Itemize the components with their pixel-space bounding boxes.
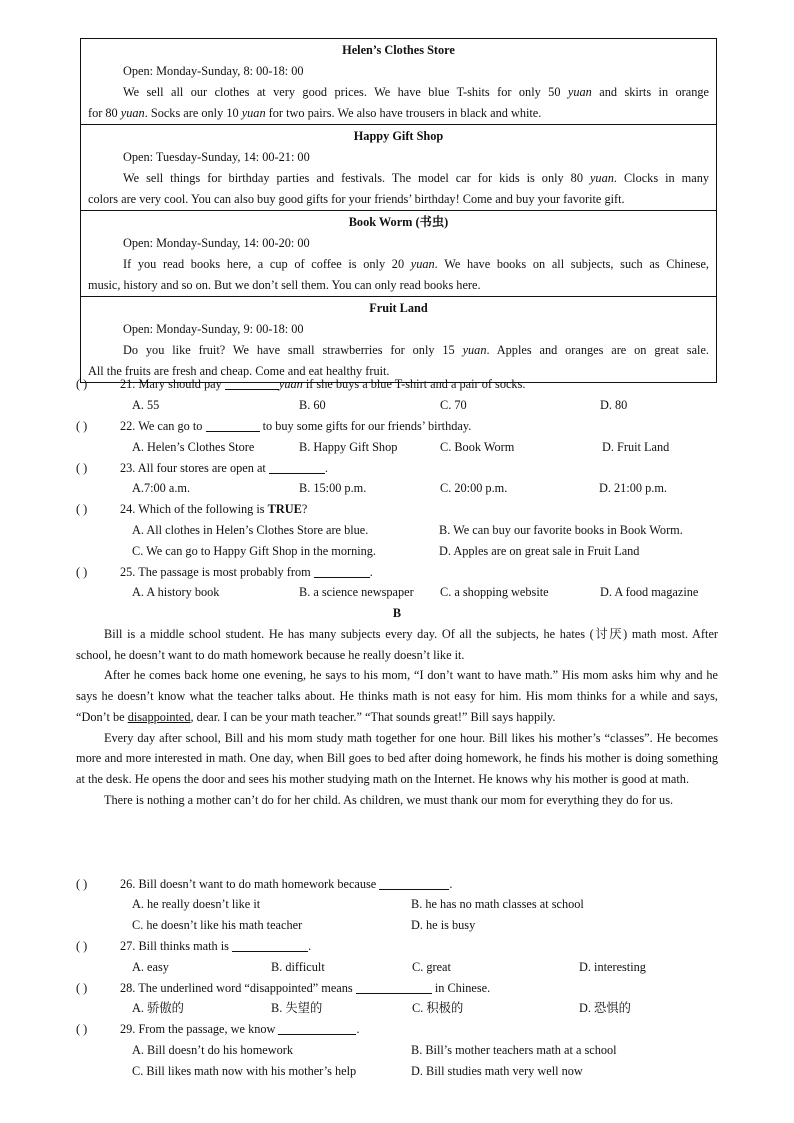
option-d[interactable]: D. interesting — [579, 960, 646, 974]
question-26: ( ) 26. Bill doesn’t want to do math homework because . — [76, 874, 724, 895]
ad-text-line: We sell all our clothes at very good prices. We have blue T-shits for only 50 yuan and skirts in orange — [123, 85, 709, 99]
option-c[interactable]: C. 20:00 p.m. — [440, 481, 508, 495]
option-b[interactable]: B. a science newspaper — [299, 585, 414, 599]
option-a[interactable]: A. he really doesn’t like it — [132, 897, 261, 911]
ad-text-line: colors are very cool. You can also buy good gifts for your friends’ birthday! Come and buy your favorite gift. — [88, 192, 625, 206]
question-23: ( ) 23. All four stores are open at . — [76, 458, 724, 479]
option-d[interactable]: D. A food magazine — [600, 585, 699, 599]
fill-blank[interactable] — [356, 980, 432, 994]
fill-blank[interactable] — [232, 938, 308, 952]
question-28: ( ) 28. The underlined word “disappointed” means in Chinese. — [76, 978, 724, 999]
question-23-options — [76, 478, 724, 499]
fill-blank[interactable] — [269, 460, 325, 474]
option-a[interactable]: A. All clothes in Helen’s Clothes Store are blue. — [132, 523, 369, 537]
option-c[interactable]: C. 积极的 — [412, 1001, 464, 1015]
fill-blank[interactable] — [379, 876, 449, 890]
ads-box — [80, 38, 717, 383]
ad-happy-gift-shop — [81, 124, 716, 210]
option-b[interactable]: B. 失望的 — [271, 1001, 323, 1015]
question-26-options-row1 — [76, 894, 724, 915]
answer-blank[interactable]: ( ) — [76, 502, 88, 516]
passage-paragraph: There is nothing a mother can’t do for her child. As children, we must thank our mom for everything they do for us. — [104, 792, 674, 807]
passage-paragraph: Every day after school, Bill and his mom study math together for one hour. Bill likes his mother’s “classes”. He becomes more and more interested in math. One day, when Bill goes to bed after doing homework, he finds his mother is doing something at the desk. He opens the door and sees his mother studying math on the Internet. He knows why his mother is good at math. — [76, 730, 718, 786]
question-21-options — [76, 395, 724, 416]
option-c[interactable]: C. We can go to Happy Gift Shop in the morning. — [132, 544, 377, 558]
question-22: ( ) 22. We can go to to buy some gifts for our friends’ birthday. — [76, 416, 724, 437]
option-d[interactable]: D. Bill studies math very well now — [411, 1064, 583, 1078]
ad-title: Fruit Land — [369, 301, 428, 315]
ad-open-hours: Open: Monday-Sunday, 14: 00-20: 00 — [123, 236, 310, 250]
answer-blank[interactable]: ( ) — [76, 377, 88, 391]
question-28-options — [76, 998, 724, 1019]
option-a[interactable]: A. A history book — [132, 585, 220, 599]
question-25-options — [76, 582, 724, 603]
passage-b — [76, 624, 718, 810]
option-c[interactable]: C. Bill likes math now with his mother’s help — [132, 1064, 357, 1078]
ad-title: Happy Gift Shop — [353, 129, 444, 143]
ad-open-hours: Open: Monday-Sunday, 8: 00-18: 00 — [123, 64, 304, 78]
ad-fruit-land — [81, 296, 716, 382]
ad-title: Book Worm (书虫) — [348, 215, 449, 229]
answer-blank[interactable]: ( ) — [76, 419, 88, 433]
option-d[interactable]: D. 恐惧的 — [579, 1001, 631, 1015]
question-22-options — [76, 437, 724, 458]
option-d[interactable]: D. 80 — [600, 398, 628, 412]
option-a[interactable]: A. Bill doesn’t do his homework — [132, 1043, 293, 1057]
option-b[interactable]: B. Bill’s mother teachers math at a school — [411, 1043, 617, 1057]
question-29-options-row1 — [76, 1040, 724, 1061]
answer-blank[interactable]: ( ) — [76, 565, 88, 579]
fill-blank[interactable] — [314, 564, 370, 578]
answer-blank[interactable]: ( ) — [76, 1022, 88, 1036]
option-d[interactable]: D. Apples are on great sale in Fruit Land — [439, 544, 640, 558]
option-b[interactable]: B. We can buy our favorite books in Book Worm. — [439, 523, 683, 537]
option-b[interactable]: B. Happy Gift Shop — [299, 440, 398, 454]
underlined-word: disappointed — [127, 709, 191, 724]
question-27: ( ) 27. Bill thinks math is . — [76, 936, 724, 957]
option-c[interactable]: C. a shopping website — [440, 585, 549, 599]
ad-text-line: All the fruits are fresh and cheap. Come and eat healthy fruit. — [88, 364, 390, 378]
option-b[interactable]: B. difficult — [271, 960, 325, 974]
option-c[interactable]: C. he doesn’t like his math teacher — [132, 918, 303, 932]
passage-paragraph: After he comes back home one evening, he says to his mom, “I don’t want to have math.” His mom asks him why and he says he doesn’t know what the teacher talks about. He thinks math is not easy for him. His mom thinks for a while and says, “Don’t be disappointed, dear. I can be your math teacher.” “That sounds great!” Bill says happily. — [76, 668, 718, 724]
passage-paragraph: Bill is a middle school student. He has many subjects every day. Of all the subjects, he hates (讨厌) math most. After school, he doesn’t want to do math homework because he really doesn’t like it. — [76, 627, 718, 662]
ad-open-hours: Open: Tuesday-Sunday, 14: 00-21: 00 — [123, 150, 310, 164]
option-c[interactable]: C. 70 — [440, 398, 467, 412]
option-b[interactable]: B. 15:00 p.m. — [299, 481, 367, 495]
option-d[interactable]: D. he is busy — [411, 918, 476, 932]
question-24-options-row1 — [76, 520, 724, 541]
option-a[interactable]: A. 55 — [132, 398, 160, 412]
question-26-options-row2 — [76, 915, 724, 936]
ad-helens-clothes — [81, 39, 716, 124]
option-a[interactable]: A.7:00 a.m. — [132, 481, 191, 495]
option-a[interactable]: A. Helen’s Clothes Store — [132, 440, 255, 454]
question-29: ( ) 29. From the passage, we know . — [76, 1019, 724, 1040]
option-c[interactable]: C. great — [412, 960, 451, 974]
ad-open-hours: Open: Monday-Sunday, 9: 00-18: 00 — [123, 322, 304, 336]
answer-blank[interactable]: ( ) — [76, 939, 88, 953]
answer-blank[interactable]: ( ) — [76, 877, 88, 891]
ad-text-line: for 80 yuan. Socks are only 10 yuan for two pairs. We also have trousers in black and white. — [88, 106, 542, 120]
option-c[interactable]: C. Book Worm — [440, 440, 515, 454]
option-a[interactable]: A. easy — [132, 960, 169, 974]
question-24: ( ) 24. Which of the following is TRUE? — [76, 499, 724, 520]
ad-book-worm — [81, 210, 716, 296]
option-b[interactable]: B. 60 — [299, 398, 326, 412]
answer-blank[interactable]: ( ) — [76, 461, 88, 475]
fill-blank[interactable] — [225, 376, 279, 390]
fill-blank[interactable] — [206, 418, 260, 432]
ad-text-line: We sell things for birthday parties and festivals. The model car for kids is only 80 yuan. Clocks in many — [123, 171, 709, 185]
question-24-options-row2 — [76, 541, 724, 562]
fill-blank[interactable] — [278, 1021, 356, 1035]
ad-title: Helen’s Clothes Store — [342, 43, 455, 57]
option-d[interactable]: D. Fruit Land — [602, 440, 670, 454]
question-27-options — [76, 957, 724, 978]
question-21: ( ) 21. Mary should pay yuan if she buys a blue T-shirt and a pair of socks. — [76, 374, 724, 395]
section-b-heading: B — [392, 606, 402, 620]
question-29-options-row2 — [76, 1061, 724, 1082]
option-b[interactable]: B. he has no math classes at school — [411, 897, 584, 911]
option-d[interactable]: D. 21:00 p.m. — [599, 481, 667, 495]
ad-text-line: Do you like fruit? We have small strawberries for only 15 yuan. Apples and oranges are on great sale. — [123, 343, 709, 357]
ad-text-line: If you read books here, a cup of coffee is only 20 yuan. We have books on all subjects, such as Chinese, — [123, 257, 709, 271]
question-25: ( ) 25. The passage is most probably from . — [76, 562, 724, 583]
ad-text-line: music, history and so on. But we don’t sell them. You can only read books here. — [88, 278, 481, 292]
answer-blank[interactable]: ( ) — [76, 981, 88, 995]
option-a[interactable]: A. 骄傲的 — [132, 1001, 184, 1015]
